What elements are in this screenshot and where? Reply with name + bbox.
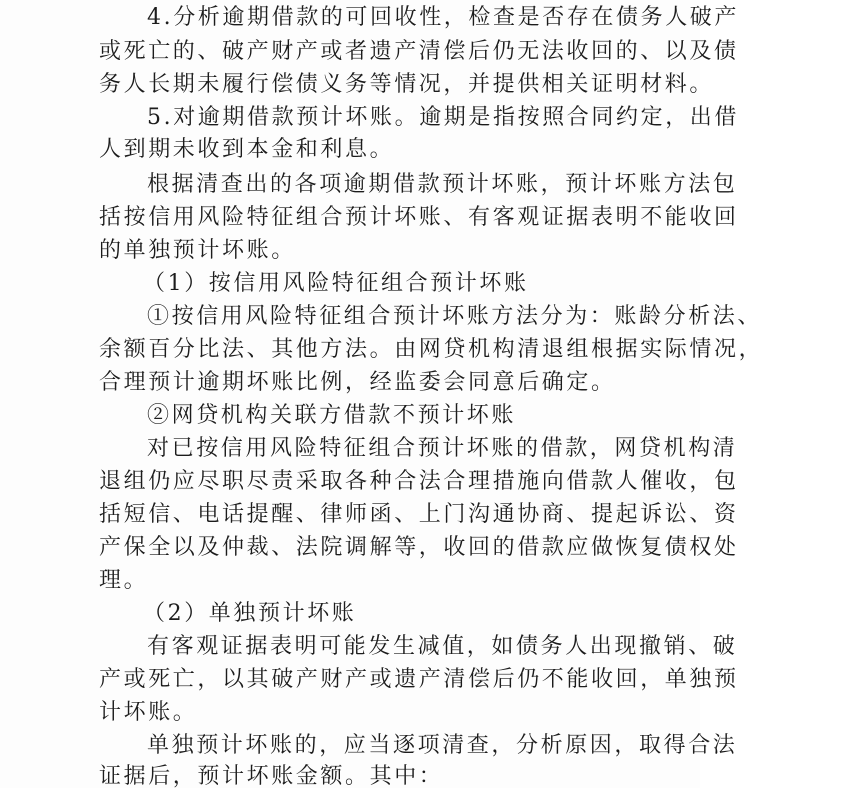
text-line: 产或死亡，以其破产财产或遗产清偿后仍不能收回，单独预 <box>99 667 739 692</box>
text-line: 理。 <box>99 568 149 593</box>
text-line: 有客观证据表明可能发生减值，如债务人出现撤销、破 <box>147 634 738 659</box>
text-line: 退组仍应尽职尽责采取各种合法合理措施向借款人催收，包 <box>99 469 739 494</box>
text-line: ①按信用风险特征组合预计坏账方法分为：账龄分析法、 <box>147 304 763 329</box>
text-line: ②网贷机构关联方借款不预计坏账 <box>147 403 517 428</box>
text-line: 余额百分比法、其他方法。由网贷机构清退组根据实际情况， <box>99 337 764 362</box>
text-line: 证据后，预计坏账金额。其中： <box>99 764 444 789</box>
text-line: 人到期未收到本金和利息。 <box>99 137 395 162</box>
text-line: 根据清查出的各项逾期借款预计坏账，预计坏账方法包 <box>147 172 738 197</box>
text-line: 4.分析逾期借款的可回收性，检查是否存在债务人破产 <box>147 5 739 30</box>
text-line: 务人长期未履行偿债义务等情况，并提供相关证明材料。 <box>99 72 715 97</box>
section-heading: （1）按信用风险特征组合预计坏账 <box>143 271 529 296</box>
text-line: 或死亡的、破产财产或者遗产清偿后仍无法收回的、以及债 <box>99 39 739 64</box>
text-line: 的单独预计坏账。 <box>99 238 296 263</box>
text-line: 计坏账。 <box>99 700 198 725</box>
text-line: 产保全以及仲裁、法院调解等，收回的借款应做恢复债权处 <box>99 535 739 560</box>
section-heading: （2）单独预计坏账 <box>143 601 357 626</box>
text-line: 括短信、电话提醒、律师函、上门沟通协商、提起诉讼、资 <box>99 502 739 527</box>
text-line: 对已按信用风险特征组合预计坏账的借款，网贷机构清 <box>147 436 738 461</box>
text-line: 5.对逾期借款预计坏账。逾期是指按照合同约定，出借 <box>147 105 739 130</box>
text-line: 括按信用风险特征组合预计坏账、有客观证据表明不能收回 <box>99 205 739 230</box>
text-line: 单独预计坏账的，应当逐项清查，分析原因，取得合法 <box>147 733 738 758</box>
text-line: 合理预计逾期坏账比例，经监委会同意后确定。 <box>99 370 616 395</box>
